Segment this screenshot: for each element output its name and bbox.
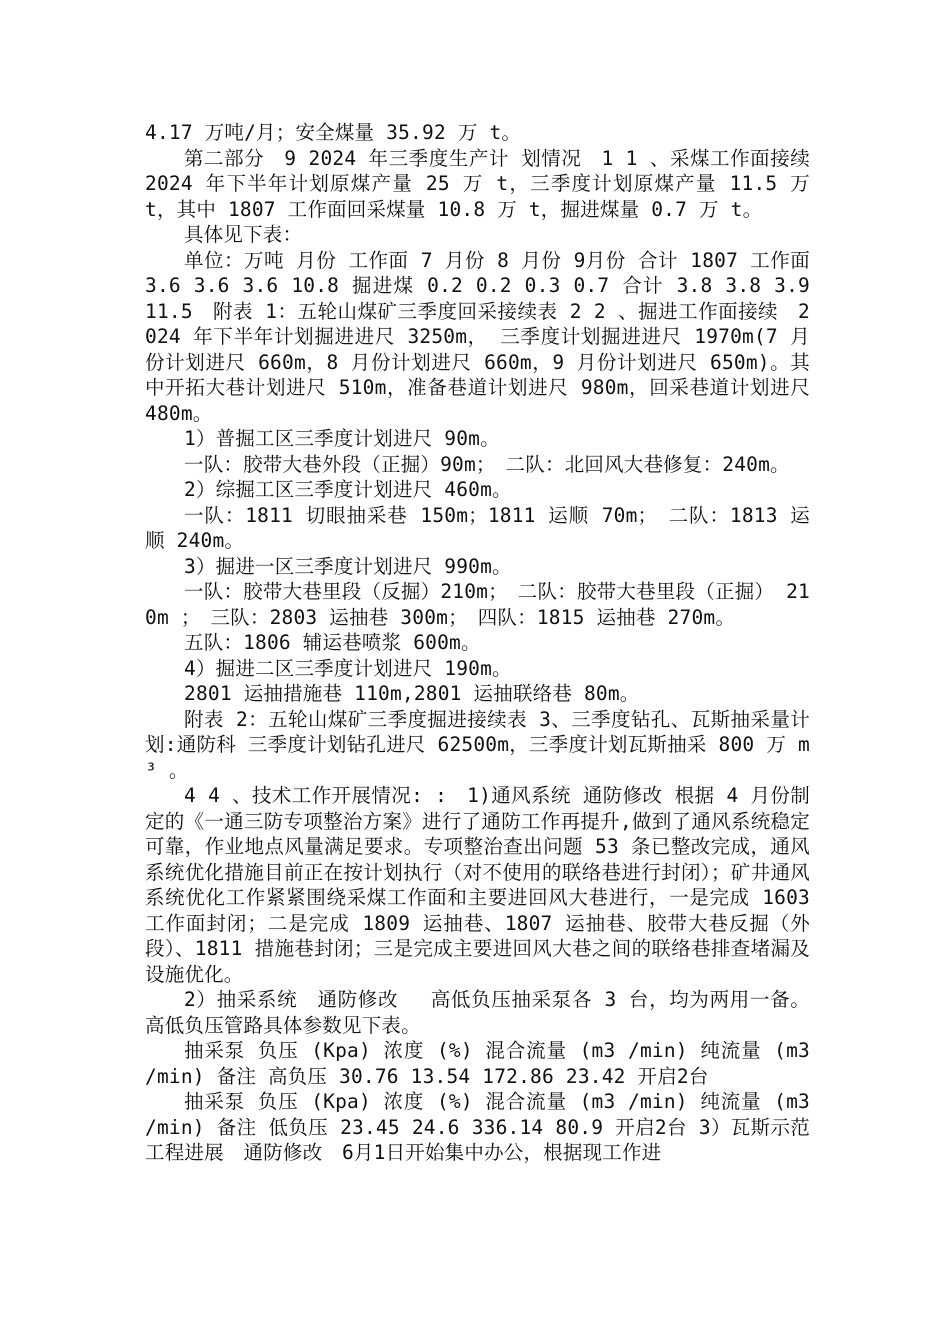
paragraph-jue1-teams: 一队：胶带大巷里段（反掘）210m； 二队：胶带大巷里段（正掘） 210m ； 三队：2803 运抽巷 300m； 四队：1815 运抽巷 270m。 [145,580,810,629]
paragraph-table2-drilling: 附表 2：五轮山煤矿三季度掘进接续表 3、三季度钻孔、瓦斯抽采量计划:通防科 三季度计划钻孔进尺 62500m，三季度计划瓦斯抽采 800 万 m³ 。 [145,707,810,782]
paragraph-safety-coal: 4.17 万吨/月；安全煤量 35.92 万 t。 [145,121,522,144]
paragraph-q3-plan-mining: 第二部分 9 2024 年三季度生产计 划情况 1 1 、采煤工作面接续 2024 年下半年计划原煤产量 25 万 t，三季度计划原煤产量 11.5 万 t，其中 1807 工作面回采煤量 10.8 万 t，掘进煤量 0.7 万 t。 [145,146,830,221]
paragraph-high-pressure-params: 抽采泵 负压 (Kpa) 浓度 (%) 混合流量 (m3 /min) 纯流量 (m3 /min) 备注 高负压 30.76 13.54 172.86 23.42 开启2台 [145,1039,810,1088]
paragraph-zongjue-plan: 2）综掘工区三季度计划进尺 460m。 [184,478,512,501]
paragraph-extraction-system: 2）抽采系统 通防修改 高低负压抽采泵各 3 台，均为两用一备。高低负压管路具体参数见下表。 [145,988,810,1037]
paragraph-pujue-plan: 1）普掘工区三季度计划进尺 90m。 [184,427,500,450]
paragraph-technical-work: 4 4 、技术工作开展情况: : 1)通风系统 通防修改 根据 4 月份制定的《一通三防专项整治方案》进行了通防工作再提升,做到了通风系统稳定可靠，作业地点风量满足要求。专项整治查出问题 53 条已整改完成，通风系统优化措施目前正在按计划执行（对不使用的联络巷进行封闭）；矿井通风系统优化工作紧紧围绕采煤工作面和主要进回风大巷进行，一是完成 1603 工作面封闭；二是完成 1809 运抽巷、1807 运抽巷、胶带大巷反掘（外段）、1811 措施巷封闭；三是完成主要进回风大巷之间的联络巷排查堵漏及设施优化。 [145,784,810,986]
paragraph-jue2-plan: 4）掘进二区三季度计划进尺 190m。 [184,656,512,680]
paragraph-table1-and-tunneling: 单位：万吨 月份 工作面 7 月份 8 月份 9月份 合计 1807 工作面 3.6 3.6 3.6 10.8 掘进煤 0.2 0.2 0.3 0.7 合计 3.8 3.8 3.9 11.5 附表 1：五轮山煤矿三季度回采接续表 2 2 、掘进工作面接续 2024 年下半年计划掘进进尺 3250m， 三季度计划掘进进尺 1970m(7 月份计划进尺 660m，8 月份计划进尺 660m，9 月份计划进尺 650m)。其中开拓大巷计划进尺 510m，准备巷道计划进尺 980m，回采巷道计划进尺 480m。 [145,248,810,425]
paragraph-see-table: 具体见下表： [184,223,303,246]
document-body [145,120,830,1166]
paragraph-zongjue-teams: 一队：1811 切眼抽采巷 150m；1811 运顺 70m； 二队：1813 运顺 240m。 [145,503,810,552]
paragraph-pujue-teams: 一队：胶带大巷外段（正掘）90m； 二队：北回风大巷修复：240m。 [184,452,790,476]
paragraph-team5: 五队：1806 辅运巷喷浆 600m。 [184,631,481,654]
paragraph-low-pressure-params: 抽采泵 负压 (Kpa) 浓度 (%) 混合流量 (m3 /min) 纯流量 (m3 /min) 备注 低负压 23.45 24.6 336.14 80.9 开启2台 3）瓦斯示范工程进展 通防修改 6月1日开始集中办公，根据现工作进 [145,1090,810,1164]
paragraph-jue1-plan: 3）掘进一区三季度计划进尺 990m。 [184,554,512,578]
paragraph-jue2-detail: 2801 运抽措施巷 110m,2801 运抽联络巷 80m。 [184,682,640,705]
